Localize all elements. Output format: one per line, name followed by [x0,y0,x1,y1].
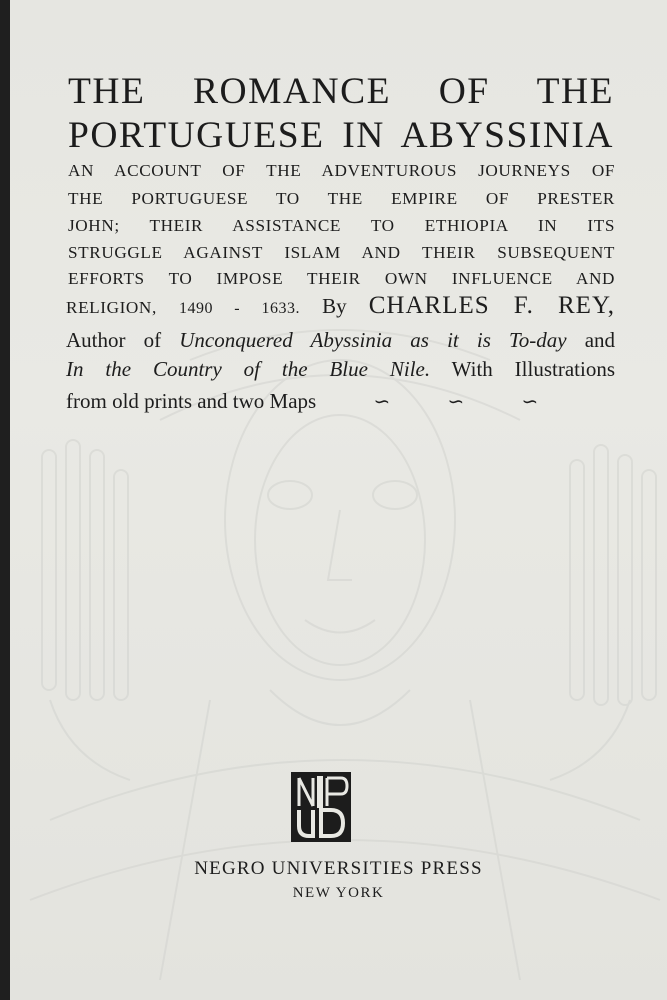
subtitle-line-2: THE PORTUGUESE TO THE EMPIRE OF PRESTER [68,189,615,208]
publisher-city: NEW YORK [292,885,385,901]
title-page [10,0,667,1000]
book-title-2: In the Country of the Blue Nile. [66,357,431,381]
ornament-2: ∽ [447,391,465,413]
subtitle-line-1: AN ACCOUNT OF THE ADVENTUROUS JOURNEYS OF [68,161,615,180]
credits-line-3 [66,388,615,415]
credits-line-1 [66,327,615,353]
and-word: and [584,328,616,352]
author-name: CHARLES F. REY, [368,292,616,319]
ornament-3: ∽ [521,391,539,413]
ornament-1: ∽ [373,391,391,413]
by-word: By [322,294,347,318]
from-prints-text: from old prints and two Maps [66,389,317,413]
author-of-label: Author of [66,328,162,352]
title-line-2: PORTUGUESE IN ABYSSINIA [68,115,614,156]
publisher-name: NEGRO UNIVERSITIES PRESS [194,858,483,879]
credits-line-2 [66,356,615,382]
book-title-1: Unconquered Abyssinia as it is To-day [179,328,567,352]
subtitle-line-5: EFFORTS TO IMPOSE THEIR OWN INFLUENCE AND [68,269,615,288]
title-line-1: THE ROMANCE OF THE [68,71,614,112]
subtitle-line-6-prefix: RELIGION, [66,298,157,317]
subtitle-line-4: STRUGGLE AGAINST ISLAM AND THEIR SUBSEQUENT [68,243,615,262]
subtitle-line-3: JOHN; THEIR ASSISTANCE TO ETHIOPIA IN ITS [68,216,615,235]
date-range: 1490 - 1633. [178,300,300,317]
byline [66,293,615,322]
publisher-logo [291,772,351,842]
with-illustrations-text: With Illustrations [451,357,615,381]
